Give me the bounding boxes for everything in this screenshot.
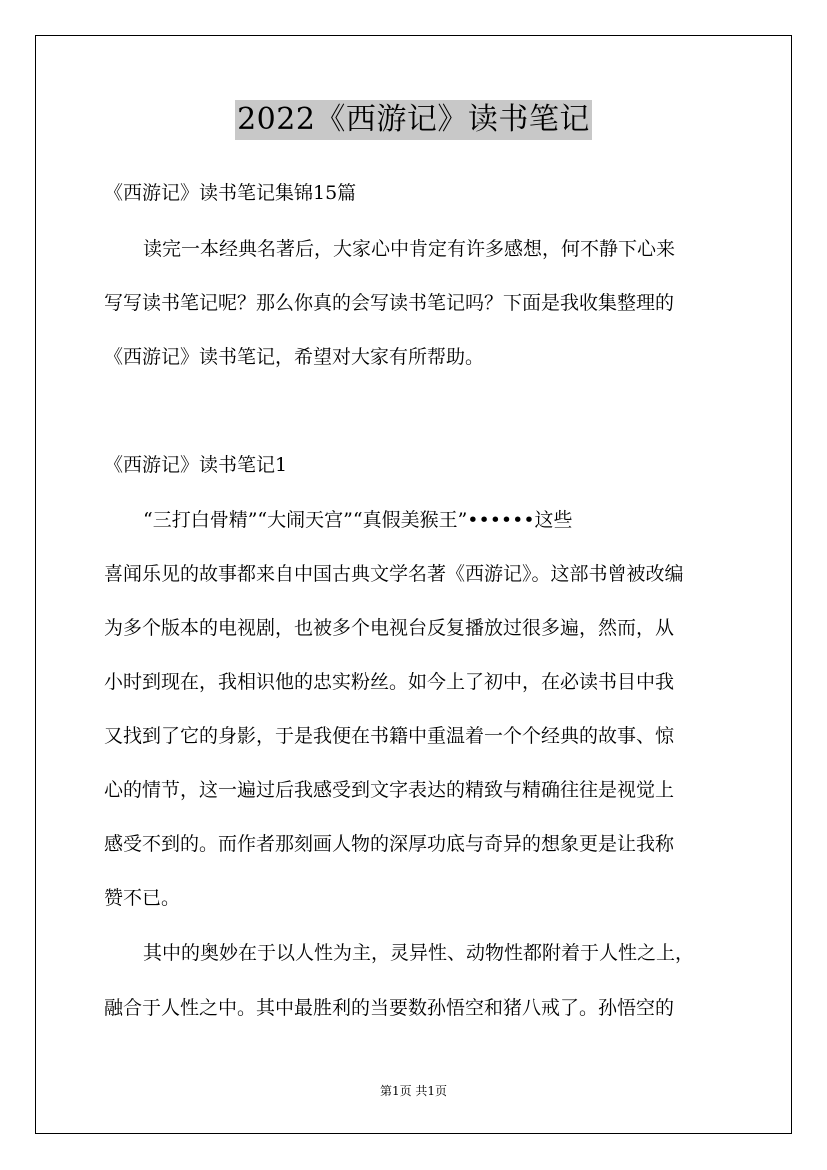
paragraph-line: 又找到了它的身影，于是我便在书籍中重温着一个个经典的故事、惊 [104,725,675,747]
section-heading: 《西游记》读书笔记1 [104,454,288,476]
paragraph-line: 为多个版本的电视剧，也被多个电视台反复播放过很多遍，然而，从 [104,617,675,639]
paragraph-line: 融合于人性之中。其中最胜利的当要数孙悟空和猪八戒了。孙悟空的 [104,997,675,1019]
intro-line: 《西游记》读书笔记，希望对大家有所帮助。 [104,346,485,368]
paragraph-line: 喜闻乐见的故事都来自中国古典文学名著《西游记》。这部书曾被改编 [104,563,684,585]
title-container [0,100,827,140]
paragraph-line: 小时到现在，我相识他的忠实粉丝。如今上了初中，在必读书目中我 [104,671,675,693]
paragraph-line: 赞不已。 [104,887,181,909]
intro-line: 写写读书笔记呢？那么你真的会写读书笔记吗？下面是我收集整理的 [104,292,675,314]
subtitle: 《西游记》读书笔记集锦15篇 [104,182,357,204]
paragraph-line: 感受不到的。而作者那刻画人物的深厚功底与奇异的想象更是让我称 [104,833,675,855]
page-footer: 第1页 共1页 [379,1084,448,1098]
paragraph-line: “三打白骨精”“大闹天宫”“真假美猴王”••••••这些 [143,509,573,531]
intro-line: 读完一本经典名著后，大家心中肯定有许多感想，何不静下心来 [143,238,676,260]
document-title: 2022《西游记》读书笔记 [235,100,592,140]
paragraph-line: 其中的奥妙在于以人性为主，灵异性、动物性都附着于人性之上， [143,942,695,964]
paragraph-line: 心的情节，这一遍过后我感受到文字表达的精致与精确往往是视觉上 [104,779,675,801]
